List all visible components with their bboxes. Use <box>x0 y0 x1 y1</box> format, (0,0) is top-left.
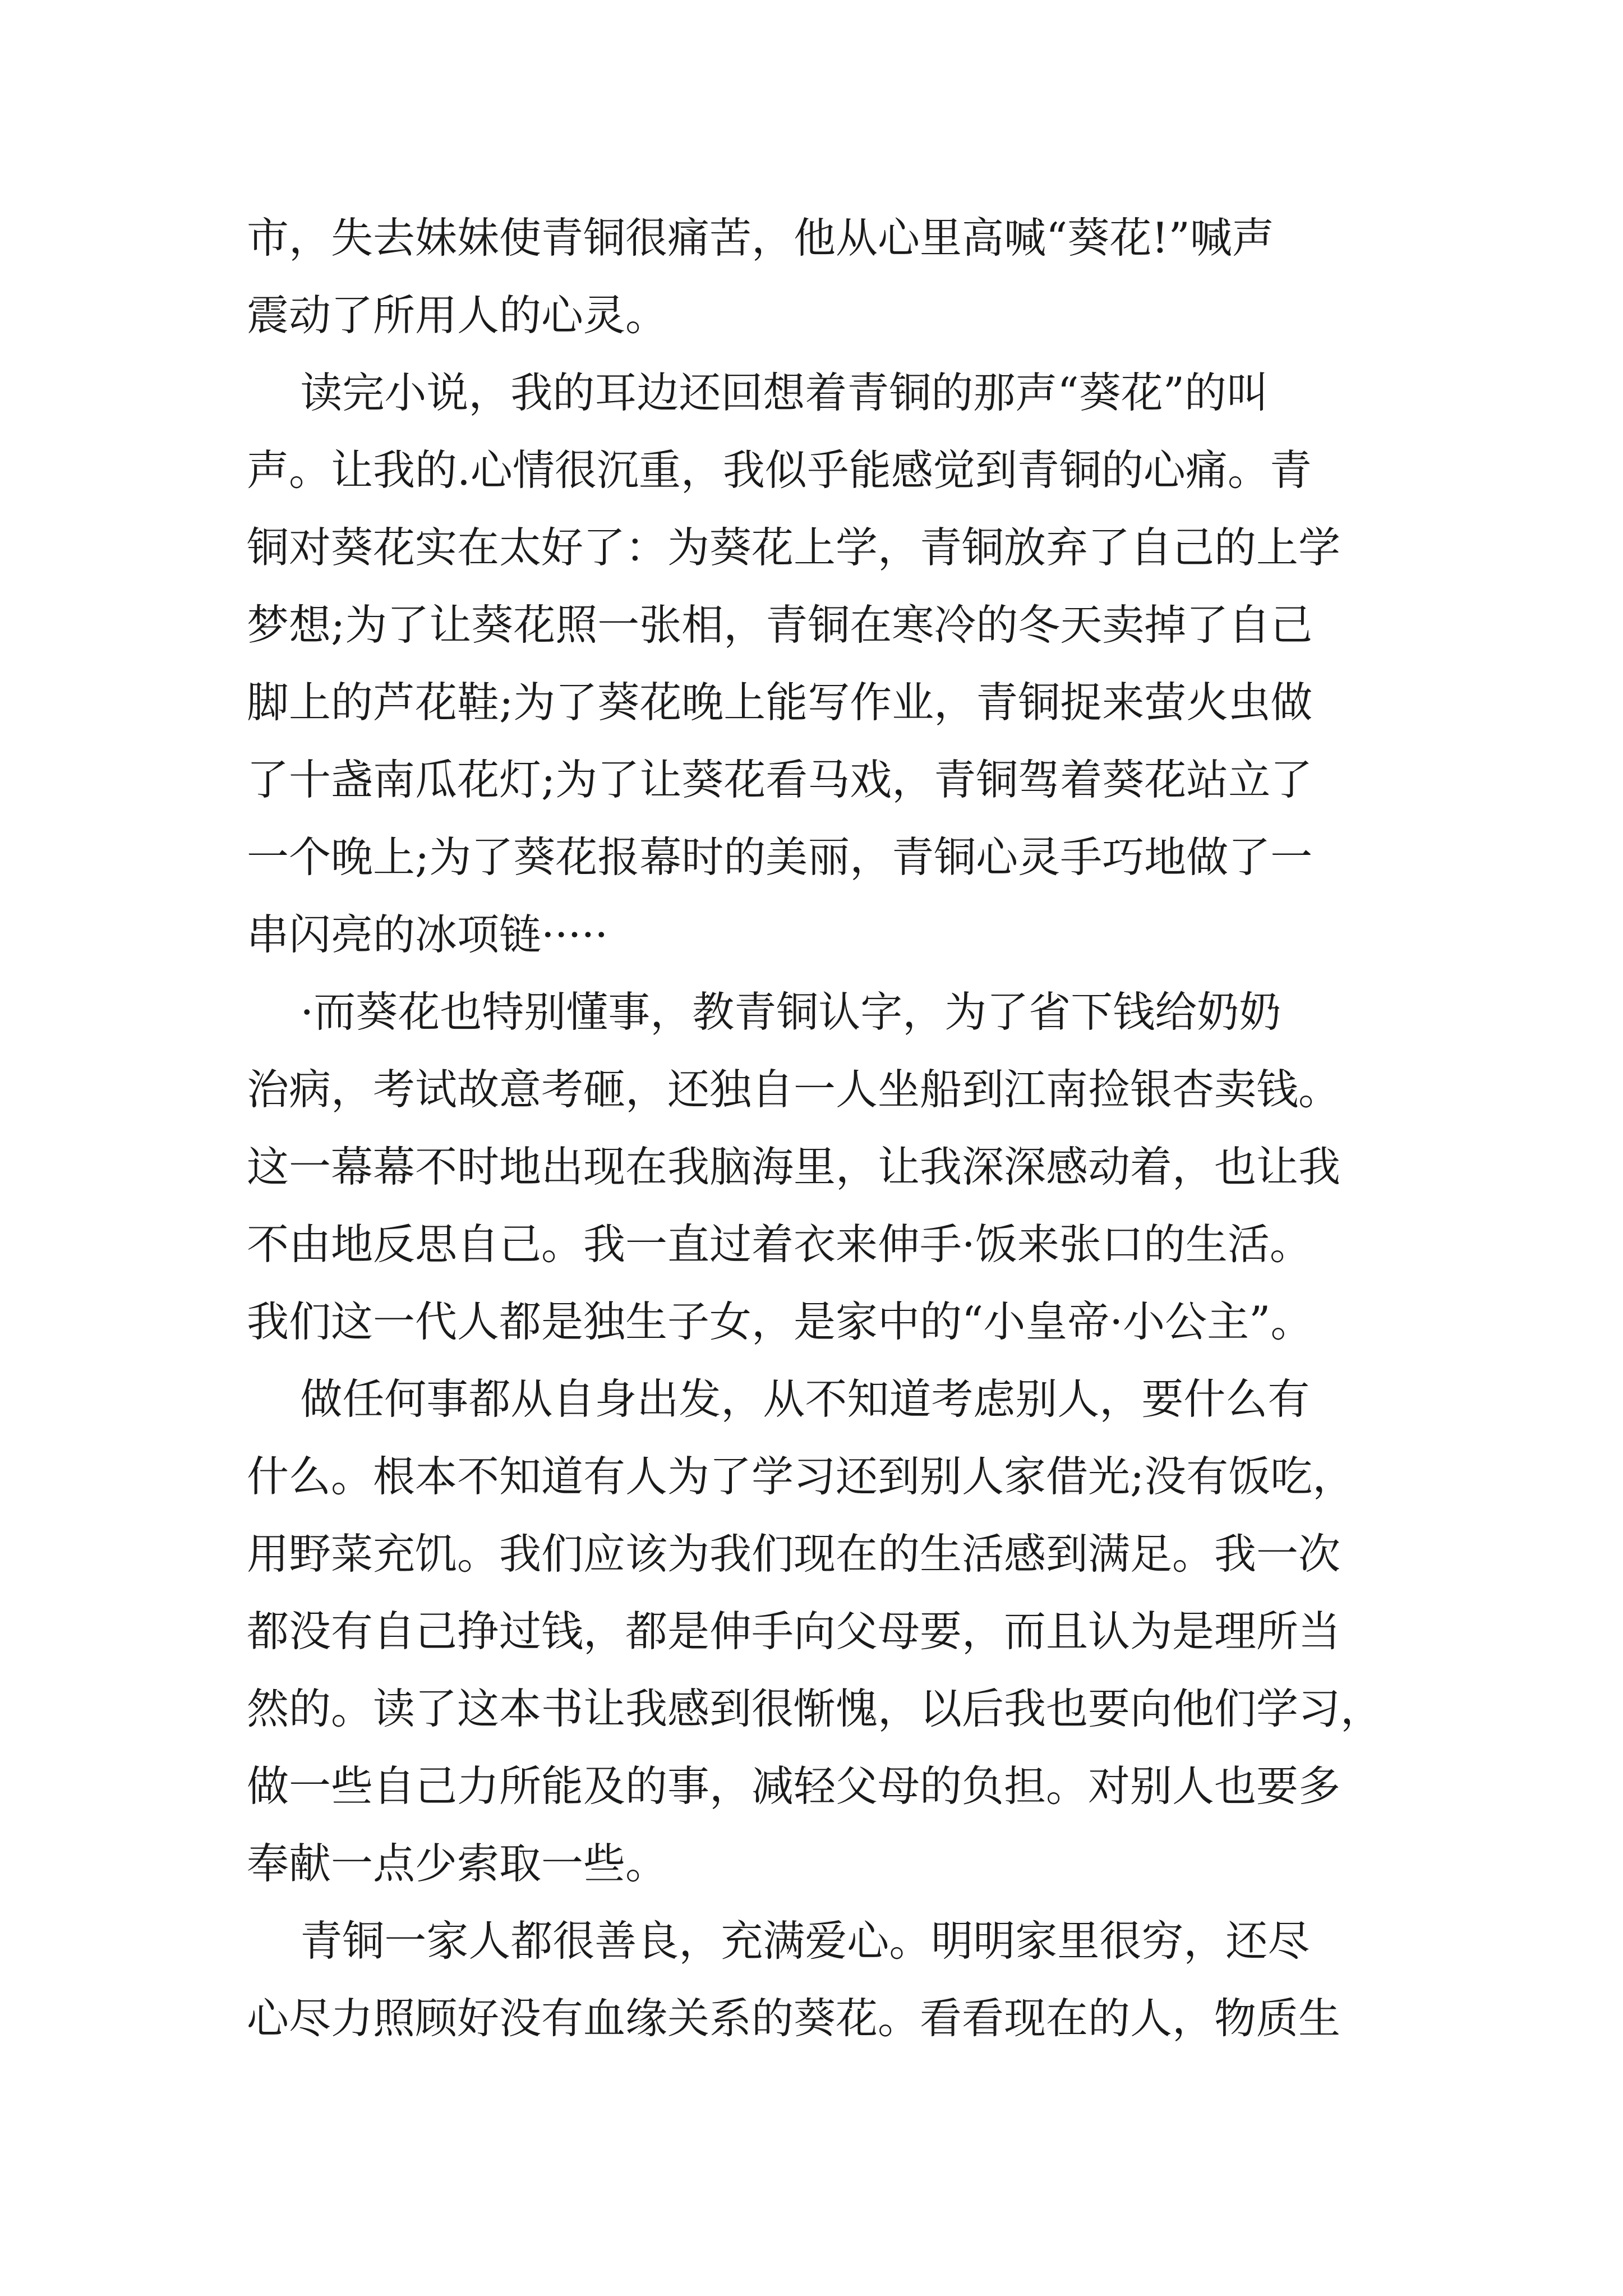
text-line-14: 不由地反思自己。我一直过着衣来伸手·饭来张口的生活。 <box>247 1220 1312 1269</box>
text-line-18: 用野菜充饥。我们应该为我们现在的生活感到满足。我一次 <box>247 1529 1341 1579</box>
text-line-2: 震动了所用人的心灵。 <box>247 291 668 340</box>
text-line-15: 我们这一代人都是独生子女，是家中的“小皇帝·小公主”。 <box>247 1297 1313 1346</box>
text-line-9: 一个晚上;为了葵花报幕时的美丽，青铜心灵手巧地做了一 <box>247 832 1313 882</box>
text-line-5: 铜对葵花实在太好了：为葵花上学，青铜放弃了自己的上学 <box>247 523 1341 572</box>
text-line-24: 心尽力照顾好没有血缘关系的葵花。看看现在的人，物质生 <box>247 1994 1341 2043</box>
text-line-19: 都没有自己挣过钱，都是伸手向父母要，而且认为是理所当 <box>247 1607 1341 1656</box>
text-line-7: 脚上的芦花鞋;为了葵花晚上能写作业，青铜捉来萤火虫做 <box>247 678 1313 727</box>
text-line-17: 什么。根本不知道有人为了学习还到别人家借光;没有饭吃， <box>247 1452 1355 1501</box>
text-line-23: 青铜一家人都很善良，充满爱心。明明家里很穷，还尽 <box>247 1916 1310 1966</box>
text-line-20: 然的。读了这本书让我感到很惭愧，以后我也要向他们学习， <box>247 1684 1383 1733</box>
text-line-16: 做任何事都从自身出发，从不知道考虑别人，要什么有 <box>247 1374 1310 1424</box>
text-line-12: 治病，考试故意考砸，还独自一人坐船到江南捡银杏卖钱。 <box>247 1065 1341 1114</box>
text-line-10: 串闪亮的冰项链····· <box>247 910 608 959</box>
text-line-11: ·而葵花也特别懂事，教青铜认字，为了省下钱给奶奶 <box>247 987 1281 1037</box>
text-line-1: 市，失去妹妹使青铜很痛苦，他从心里高喊“葵花!”喊声 <box>247 213 1274 263</box>
text-line-21: 做一些自己力所能及的事，减轻父母的负担。对别人也要多 <box>247 1761 1341 1811</box>
text-line-22: 奉献一点少索取一些。 <box>247 1839 668 1888</box>
text-line-4: 声。让我的.心情很沉重，我似乎能感觉到青铜的心痛。青 <box>247 445 1312 495</box>
body-text <box>247 199 1391 2057</box>
text-line-6: 梦想;为了让葵花照一张相，青铜在寒冷的冬天卖掉了自己 <box>247 600 1313 650</box>
text-line-3: 读完小说，我的耳边还回想着青铜的那声“葵花”的叫 <box>247 368 1269 417</box>
text-line-13: 这一幕幕不时地出现在我脑海里，让我深深感动着，也让我 <box>247 1142 1341 1191</box>
text-line-8: 了十盏南瓜花灯;为了让葵花看马戏，青铜驾着葵花站立了 <box>247 755 1313 804</box>
